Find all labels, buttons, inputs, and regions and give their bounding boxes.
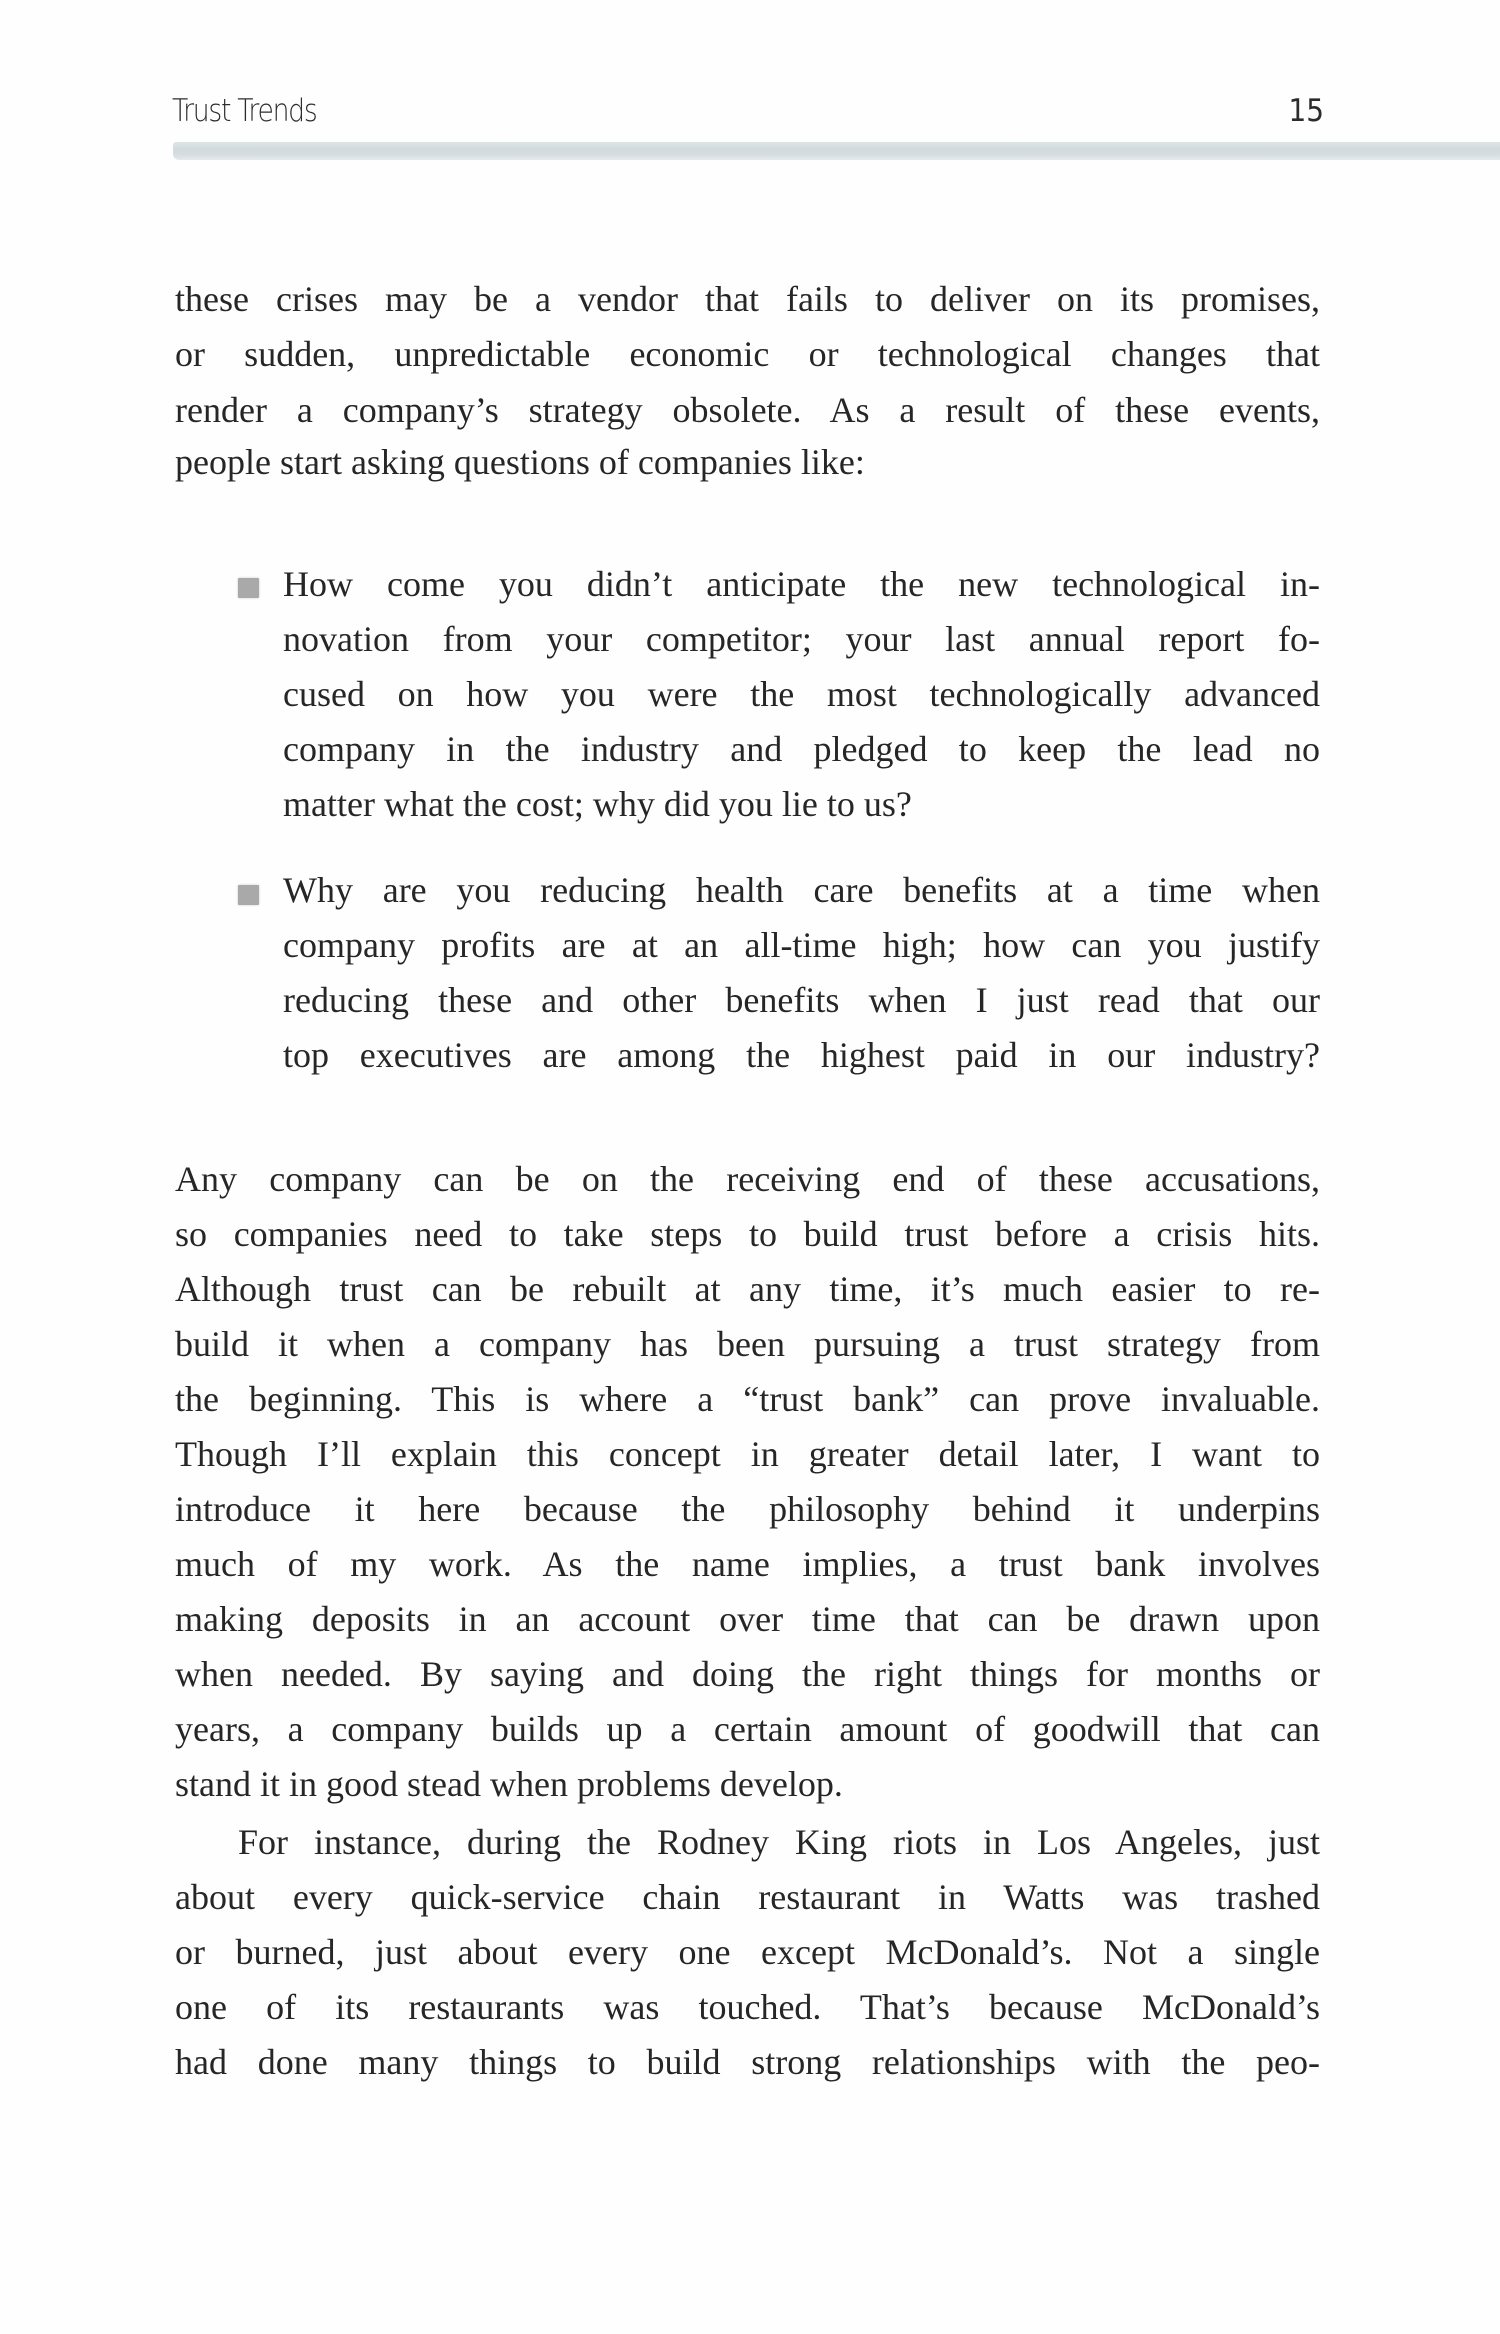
text-line: these crises may be a vendor that fails to deliver on its promises,	[175, 279, 1320, 319]
text-line: cused on how you were the most technologically advanced	[283, 674, 1320, 714]
paragraph-intro	[175, 272, 1320, 490]
bullet-square-icon	[238, 578, 259, 598]
bullet-item-1	[283, 557, 1320, 832]
text-line: How come you didn’t anticipate the new technological in-	[283, 564, 1320, 604]
text-line: company profits are at an all-time high; how can you justify	[283, 925, 1320, 965]
text-line: about every quick-service chain restaurant in Watts was trashed	[175, 1877, 1320, 1917]
text-line: when needed. By saying and doing the right things for months or	[175, 1654, 1320, 1694]
text-line: introduce it here because the philosophy behind it underpins	[175, 1489, 1320, 1529]
text-line: the beginning. This is where a “trust bank” can prove invaluable.	[175, 1379, 1320, 1419]
text-line: making deposits in an account over time that can be drawn upon	[175, 1599, 1320, 1639]
text-line: one of its restaurants was touched. That’s because McDonald’s	[175, 1987, 1320, 2027]
bullet-square-icon	[238, 885, 259, 905]
text-line: Any company can be on the receiving end of these accusations,	[175, 1159, 1320, 1199]
bullet-item-2	[283, 863, 1320, 1083]
text-line: Why are you reducing health care benefits at a time when	[283, 870, 1320, 910]
page-number: 15	[1288, 93, 1324, 129]
text-line: or burned, just about every one except McDonald’s. Not a single	[175, 1932, 1320, 1972]
text-line: reducing these and other benefits when I just read that our	[283, 980, 1320, 1020]
text-line: novation from your competitor; your last annual report fo-	[283, 619, 1320, 659]
text-line: For instance, during the Rodney King riots in Los Angeles, just	[238, 1822, 1320, 1862]
text-line: much of my work. As the name implies, a trust bank involves	[175, 1544, 1320, 1584]
text-line: years, a company builds up a certain amount of goodwill that can	[175, 1709, 1320, 1749]
text-line: Although trust can be rebuilt at any time, it’s much easier to re-	[175, 1269, 1320, 1309]
text-line: Though I’ll explain this concept in greater detail later, I want to	[175, 1434, 1320, 1474]
paragraph-trust-bank	[175, 1152, 1320, 1812]
text-line: build it when a company has been pursuing a trust strategy from	[175, 1324, 1320, 1364]
paragraph-mcdonalds	[175, 1815, 1320, 2090]
running-title: Trust Trends	[172, 93, 317, 129]
text-line: stand it in good stead when problems develop.	[175, 1764, 843, 1804]
text-line: matter what the cost; why did you lie to us?	[283, 784, 912, 824]
text-line: people start asking questions of companies like:	[175, 442, 865, 482]
text-line: render a company’s strategy obsolete. As a result of these events,	[175, 390, 1320, 430]
text-line: so companies need to take steps to build trust before a crisis hits.	[175, 1214, 1320, 1254]
text-line: had done many things to build strong relationships with the peo-	[175, 2042, 1320, 2082]
text-line: company in the industry and pledged to keep the lead no	[283, 729, 1320, 769]
header-rule	[173, 142, 1500, 160]
text-line: top executives are among the highest paid in our industry?	[283, 1035, 1320, 1075]
text-line: or sudden, unpredictable economic or technological changes that	[175, 334, 1320, 374]
